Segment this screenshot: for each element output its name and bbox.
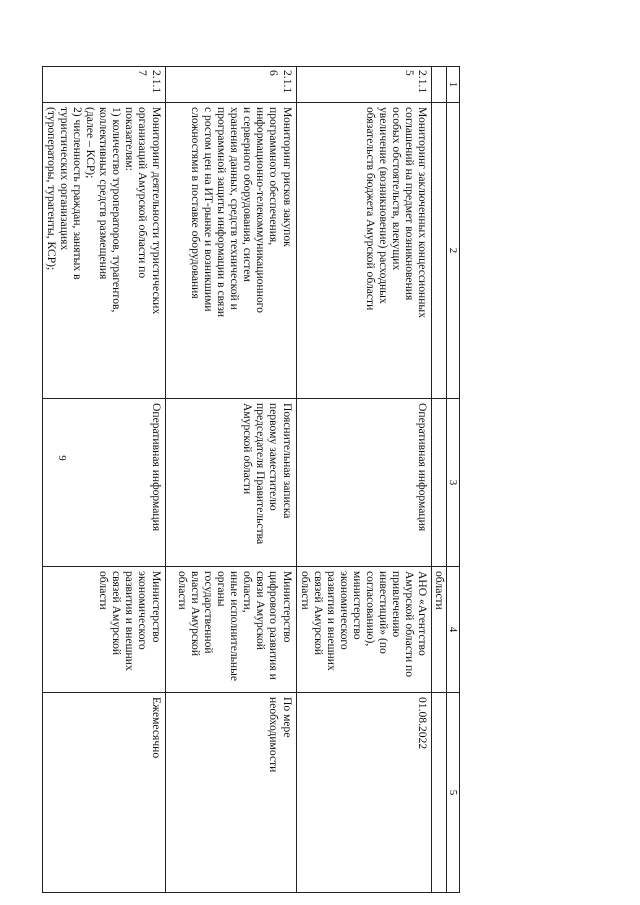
row-form: Пояснительная записка первому заместителю председателя Правительства Амурской области — [165, 399, 296, 567]
row-form: Оперативная информация — [296, 399, 432, 567]
table-row — [42, 67, 165, 893]
plan-table — [42, 66, 460, 893]
row-form: Оперативная информация — [42, 399, 165, 567]
row-deadline: 01.08.2022 — [296, 693, 432, 893]
row-deadline: По мере необходимости — [165, 693, 296, 893]
table-row — [296, 67, 432, 893]
continuation-executor: области — [432, 567, 446, 693]
header-col-1: 1 — [446, 67, 459, 103]
rotated-page — [44, 66, 460, 892]
row-executor: АНО «Агентство Амурской области по привлечению инвестиций» (по согласованию), министерство экономического развития и внешних связей Амурской области — [296, 567, 432, 693]
page-number: 9 — [56, 455, 68, 461]
row-description: Мониторинг заключенных концессионных соглашений на предмет возникновения особых обстоятельств, влекущих увеличение (возникновение) расходных обязательств бюджета Амурской области — [296, 103, 432, 399]
header-col-2: 2 — [446, 103, 459, 399]
header-col-4: 4 — [446, 567, 459, 693]
row-deadline: Ежемесячно — [42, 693, 165, 893]
header-row — [446, 67, 459, 893]
row-executor: Министерство экономического развития и внешних связей Амурской области — [42, 567, 165, 693]
continuation-row — [432, 67, 446, 893]
table-row — [165, 67, 296, 893]
row-number: 2.1.15 — [296, 67, 432, 103]
header-col-5: 5 — [446, 693, 459, 893]
row-description: Мониторинг рисков закупок программного обеспечения, информационно-телекоммуникационного и серверного оборудования, систем хранения данных, средств технической и программной защиты информации в связи с ростом цен на ИТ-рынке и возникшими сложностями в поставке оборудования — [165, 103, 296, 399]
header-col-3: 3 — [446, 399, 459, 567]
row-number: 2.1.16 — [165, 67, 296, 103]
row-number: 2.1.17 — [42, 67, 165, 103]
row-executor: Министерство цифрового развития и связи Амурской области, иные исполнительные органы государственной власти Амурской области — [165, 567, 296, 693]
row-description: Мониторинг деятельности туристических организаций Амурской области по показателям: 1) количество туроператоров, турагентов, коллективных средств размещения (далее – КСР); 2) численность граждан, занятых в туристических организациях (туроператоры, турагенты, КСР); — [42, 103, 165, 399]
